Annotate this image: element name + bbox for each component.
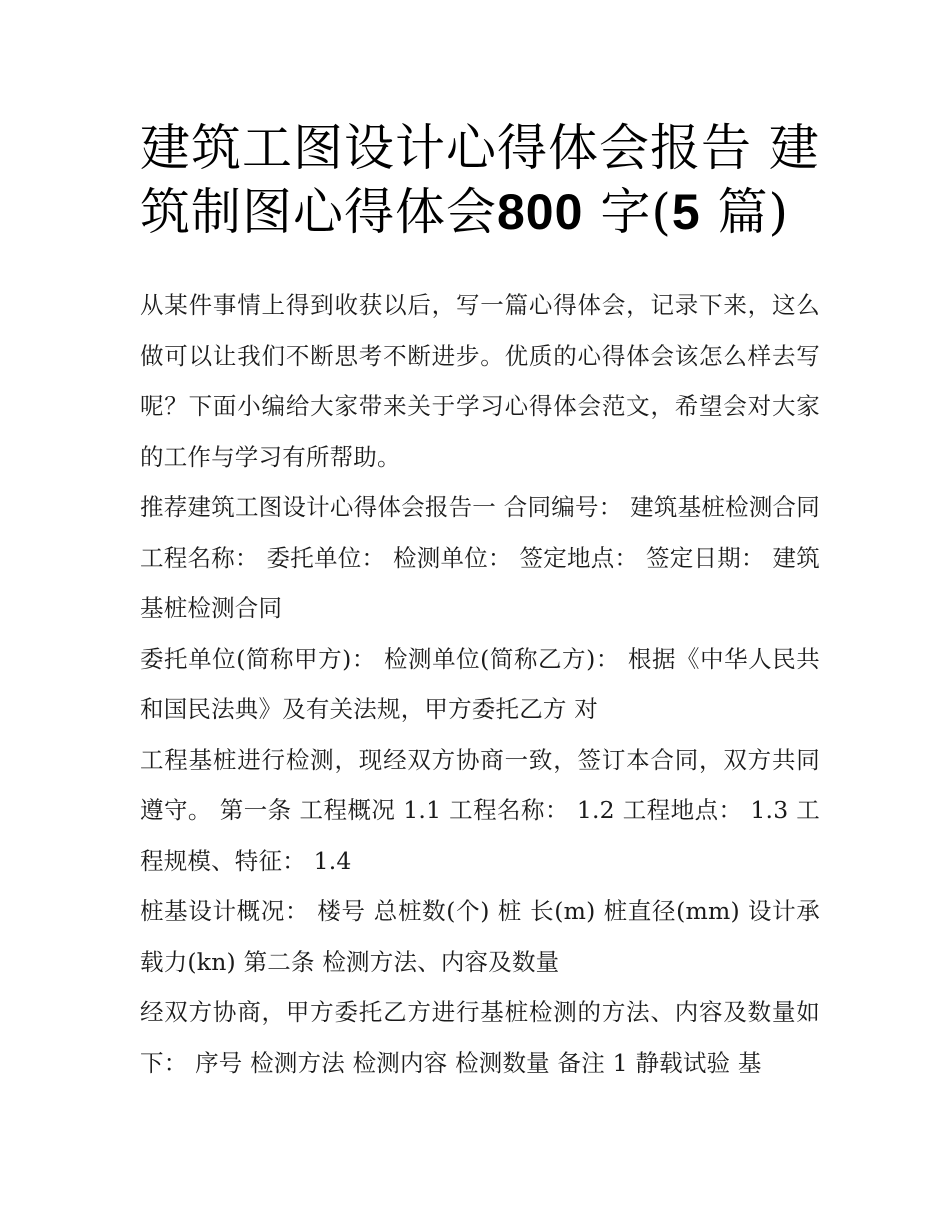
- title-text-3: 篇): [700, 183, 790, 241]
- paragraph-parties: 委托单位(简称甲方)： 检测单位(简称乙方)： 根据《中华人民共和国民法典》及有关法规，甲方委托乙方 对: [140, 644, 820, 723]
- paragraph-article-one: 工程基桩进行检测，现经双方协商一致，签订本合同，双方共同遵守。 第一条 工程概况 1.1 工程名称： 1.2 工程地点： 1.3 工程规模、特征： 1.4: [140, 745, 820, 875]
- title-number: 800: [497, 184, 584, 240]
- paragraph-test-methods: 经双方协商，甲方委托乙方进行基桩检测的方法、内容及数量如下： 序号 检测方法 检测内容 检测数量 备注 1 静载试验 基: [140, 998, 820, 1077]
- paragraph-contract-header: 推荐建筑工图设计心得体会报告一 合同编号： 建筑基桩检测合同 工程名称： 委托单位： 检测单位： 签定地点： 签定日期： 建筑基桩检测合同: [140, 493, 820, 622]
- document-body: [140, 280, 820, 1088]
- document-title: [140, 116, 820, 244]
- title-count: 5: [671, 184, 701, 240]
- paragraph-pile-design: 桩基设计概况： 楼号 总桩数(个) 桩 长(m) 桩直径(mm) 设计承载力(kn) 第二条 检测方法、内容及数量: [140, 897, 820, 976]
- title-text: 建筑工图设计心得体会报告 建筑制图心得体会: [140, 119, 820, 241]
- title-text-2: 字(: [583, 183, 672, 241]
- paragraph-intro: 从某件事情上得到收获以后，写一篇心得体会，记录下来，这么做可以让我们不断思考不断进步。优质的心得体会该怎么样去写呢？下面小编给大家带来关于学习心得体会范文，希望会对大家的工作与学习有所帮助。: [140, 291, 820, 471]
